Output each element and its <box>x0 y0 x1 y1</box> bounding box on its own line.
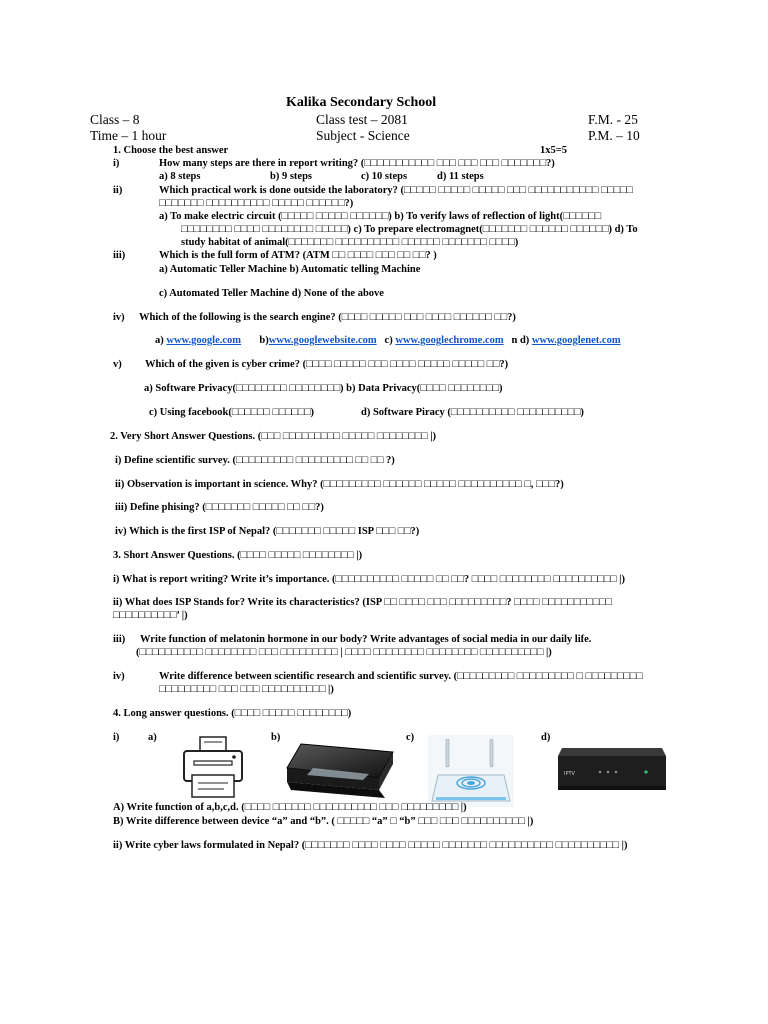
q1-i-option-a: a) 8 steps <box>159 171 201 182</box>
googlewebsite-link[interactable]: www.googlewebsite.com <box>268 335 377 346</box>
q3-iv-line1: Write difference between scientific research and scientific survey. (□□□□□□□□□ □□□□□□□□□ □ □□□□□□□□□ <box>159 671 643 682</box>
q1-v-option-c: c) Using facebook(□□□□□□ □□□□□□) <box>149 407 315 418</box>
time-label: Time – 1 hour <box>90 128 167 143</box>
q1-i-text: How many steps are there in report writing? (□□□□□□□□□□□ □□□ □□□ □□□ □□□□□□□?) <box>159 158 555 169</box>
q3-iv-line2: □□□□□□□□□ □□□ □□□ □□□□□□□□□□ |) <box>159 684 334 695</box>
q3-ii-line1: ii) What does ISP Stands for? Write its characteristics? (ISP □□ □□□□ □□□ □□□□□□□□□? □□□□ □□□□□□□□□□□ <box>113 597 612 608</box>
q3-heading: 3. Short Answer Questions. (□□□□ □□□□□ □□□□□□□□ |) <box>113 550 363 561</box>
q2-ii: ii) Observation is important in science. Why? (□□□□□□□□□ □□□□□□ □□□□□ □□□□□□□□□□ □, □□□?) <box>115 479 564 490</box>
q2-heading: 2. Very Short Answer Questions. (□□□ □□□□□□□□□ □□□□□ □□□□□□□□ |) <box>110 431 437 442</box>
q1-ii-line1: Which practical work is done outside the laboratory? (□□□□□ □□□□□ □□□□□ □□□ □□□□□□□□□□□ □□□□□ <box>159 185 633 196</box>
q2-iii: iii) Define phising? (□□□□□□□ □□□□□ □□ □□?) <box>115 502 324 513</box>
q2-iv: iv) Which is the first ISP of Nepal? (□□□□□□□ □□□□□ ISP □□□ □□?) <box>115 526 420 537</box>
class-label: Class – 8 <box>90 112 140 127</box>
test-label: Class test – 2081 <box>316 112 408 127</box>
q1-iii-options-cd: c) Automated Teller Machine d) None of the above <box>159 288 384 299</box>
google-link[interactable]: www.google.com <box>166 335 242 346</box>
set-top-box-image <box>556 742 668 794</box>
q4-ii: ii) Write cyber laws formulated in Nepal? (□□□□□□□ □□□□ □□□□ □□□□□ □□□□□□□ □□□□□□□□□□ □□□□□□□□□□ |) <box>113 840 628 851</box>
q1-v-options-ab: a) Software Privacy(□□□□□□□□ □□□□□□□□) b) Data Privacy(□□□□ □□□□□□□□) <box>144 383 503 394</box>
q1-iv-options <box>155 335 621 346</box>
q1-iv-text: Which of the following is the search engine? (□□□□ □□□□□ □□□ □□□□ □□□□□□ □□?) <box>139 312 516 323</box>
scanner-image <box>283 738 396 803</box>
q3-i: i) What is report writing? Write it’s importance. (□□□□□□□□□□ □□□□□ □□ □□? □□□□ □□□□□□□□ □□□□□□□□□□ |) <box>113 574 625 585</box>
q4-label-a: a) <box>148 732 157 743</box>
q1-iii-text: Which is the full form of ATM? (ATM □□ □□□□ □□□ □□ □□? ) <box>159 250 437 261</box>
q1-ii-options-1: a) To make electric circuit (□□□□□ □□□□□ □□□□□□) b) To verify laws of reflection of light(□□□□□□ <box>159 211 602 222</box>
q3-iii-line2: (□□□□□□□□□□ □□□□□□□□ □□□ □□□□□□□□□ | □□□□ □□□□□□□□ □□□□□□□□ □□□□□□□□□□ |) <box>136 647 552 658</box>
q4-b: B) Write difference between device “a” and “b”. ( □□□□□ “a” □ “b” □□□ □□□ □□□□□□□□□□ |) <box>113 816 534 827</box>
q1-i-option-d: d) 11 steps <box>437 171 484 182</box>
q2-i: i) Define scientific survey. (□□□□□□□□□ □□□□□□□□□ □□ □□ ?) <box>115 455 395 466</box>
q1-iv-a-prefix: a) <box>155 335 164 346</box>
q4-label-c: c) <box>406 732 415 743</box>
q4-a: A) Write function of a,b,c,d. (□□□□ □□□□□□ □□□□□□□□□□ □□□ □□□□□□□□□ |) <box>113 802 467 813</box>
q1-v-option-d: d) Software Piracy (□□□□□□□□□□ □□□□□□□□□□) <box>361 407 584 418</box>
full-marks: F.M. - 25 <box>588 112 638 127</box>
q3-ii-line2: □□□□□□□□□□’ |) <box>113 610 188 621</box>
q4-heading: 4. Long answer questions. (□□□□ □□□□□ □□□□□□□□) <box>113 708 352 719</box>
q1-i-option-b: b) 9 steps <box>270 171 313 182</box>
q1-iv-b-prefix: b) <box>259 335 269 346</box>
q4-label-b: b) <box>271 732 281 743</box>
q1-i-num: i) <box>113 158 120 169</box>
school-name: Kalika Secondary School <box>286 95 437 110</box>
printer-image <box>180 735 246 801</box>
set-top-box-brand: IPTV <box>564 771 575 777</box>
googlechrome-link[interactable]: www.googlechrome.com <box>395 335 504 346</box>
q1-ii-line2: □□□□□□□ □□□□□□□□□□ □□□□□ □□□□□□?) <box>159 198 354 209</box>
q1-iii-num: iii) <box>113 250 126 261</box>
q4-i-num: i) <box>113 732 120 743</box>
q1-ii-options-3: study habitat of animal(□□□□□□□ □□□□□□□□□□ □□□□□□ □□□□□□□ □□□□) <box>181 237 519 248</box>
q1-iv-c-prefix: c) <box>384 335 393 346</box>
googlenet-link[interactable]: www.googlenet.com <box>531 335 621 346</box>
q1-heading: 1. Choose the best answer <box>113 145 229 156</box>
q1-iii-options-ab: a) Automatic Teller Machine b) Automatic telling Machine <box>159 264 421 275</box>
q1-i-option-c: c) 10 steps <box>361 171 408 182</box>
q3-iii-line1: Write function of melatonin hormone in our body? Write advantages of social media in our daily life. <box>140 634 592 645</box>
q3-iii-num: iii) <box>113 634 126 645</box>
q1-ii-num: ii) <box>113 185 123 196</box>
pass-marks: P.M. – 10 <box>588 128 640 143</box>
subject-label: Subject - Science <box>316 128 410 143</box>
q4-label-d: d) <box>541 732 551 743</box>
q1-v-text: Which of the given is cyber crime? (□□□□ □□□□□ □□□ □□□□ □□□□□ □□□□□ □□?) <box>145 359 509 370</box>
q1-iv-num: iv) <box>113 312 125 323</box>
q3-iv-num: iv) <box>113 671 125 682</box>
q1-ii-options-2: □□□□□□□□ □□□□ □□□□□□□□ □□□□□) c) To prepare electromagnet(□□□□□□□ □□□□□□ □□□□□□) d) To <box>181 224 638 235</box>
wifi-router-image <box>428 735 514 807</box>
q1-v-num: v) <box>113 359 122 370</box>
q1-marks: 1x5=5 <box>540 145 567 156</box>
q1-iv-d-prefix: n d) <box>511 335 530 346</box>
